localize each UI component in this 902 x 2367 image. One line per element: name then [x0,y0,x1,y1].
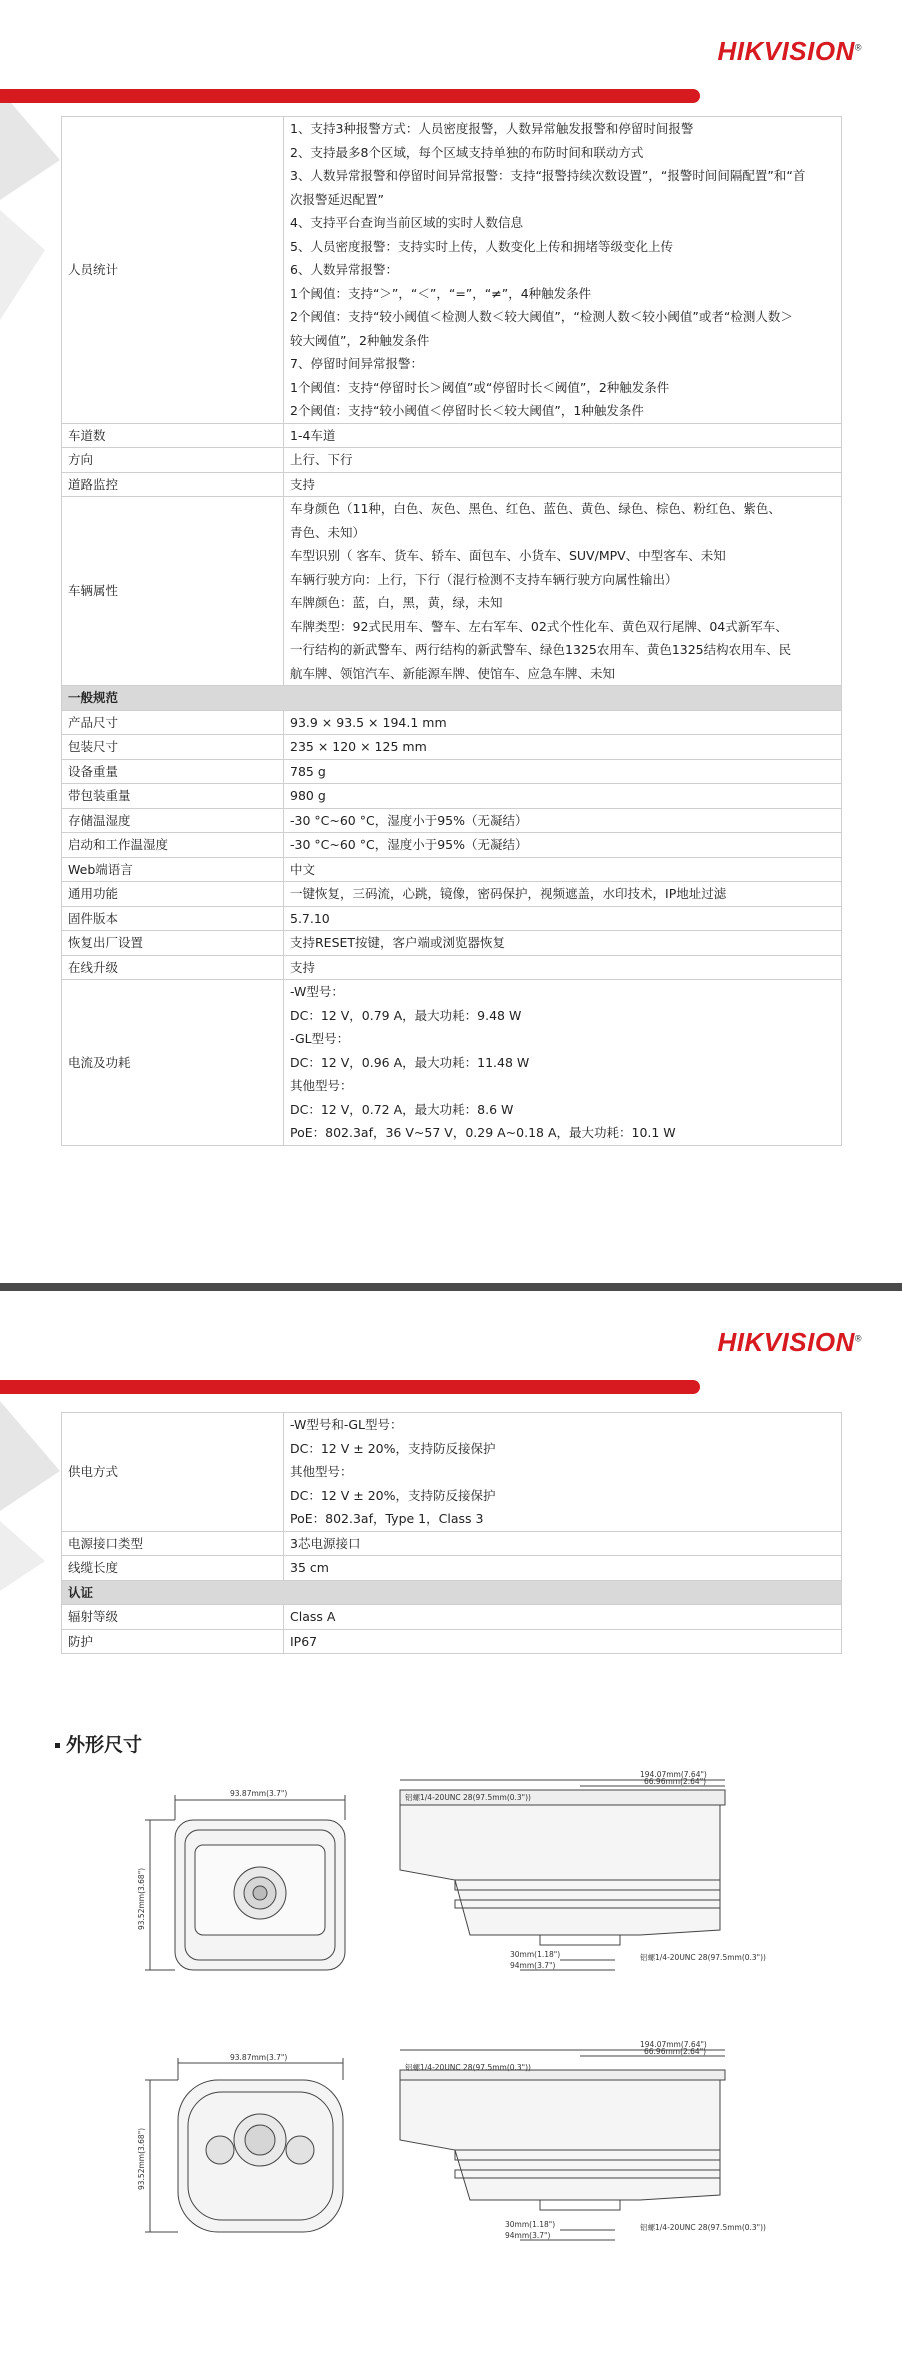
side-total-label: 194.07mm(7.64") [640,1770,707,1779]
spec-key: 方向 [62,448,284,473]
spec-value-line: 3、人数异常报警和停留时间异常报警：支持“报警持续次数设置”，“报警时间间隔配置”和“首 [290,168,806,183]
spec-value-line: 2、支持最多8个区域，每个区域支持单独的布防时间和联动方式 [290,144,644,160]
spec-value-line: 1个阈值：支持“＞”，“＜”，“=”，“≠”，4种触发条件 [290,285,592,301]
side-base-b-label: 94mm(3.7") [510,1961,556,1970]
spec-value-line: DC：12 V ± 20%，支持防反接保护 [290,1440,496,1456]
side-view-drawing-2 [400,2050,725,2240]
front-height-label: 93.52mm(3.68") [137,2127,146,2190]
screw-note-label: 铝螺1/4-20UNC 28(97.5mm(0.3")) [640,2223,766,2232]
side-top-label: 66.96mm(2.64") [644,2047,707,2056]
spec-value-line: 2个阈值：支持“较小阈值＜停留时长＜较大阈值”，1种触发条件 [290,403,644,418]
spec-value-line: 5.7.10 [290,910,330,926]
spec-value-line: 较大阈值”，2种触发条件 [290,332,430,348]
spec-value-line: 其他型号： [290,1464,353,1479]
front-width-label: 93.87mm(3.7") [230,1789,288,1798]
spec-value-line: 车牌颜色：蓝，白，黑，黄，绿，未知 [290,595,503,610]
spec-key: 带包装重量 [62,784,284,809]
spec-value-line: 980 g [290,788,326,803]
spec-value-line: 93.9 × 93.5 × 194.1 mm [290,714,447,730]
front-view-drawing-2 [145,2058,343,2232]
spec-value-line: 5、人员密度报警：支持实时上传，人数变化上传和拥堵等级变化上传 [290,238,673,254]
spec-value-line: 中文 [290,861,316,877]
spec-value-line: 上行、下行 [290,452,353,467]
spec-value-line: 35 cm [290,1560,329,1575]
spec-value-line: 1个阈值：支持“停留时长＞阈值”或“停留时长＜阈值”，2种触发条件 [290,379,670,395]
spec-value-line: 车辆行驶方向：上行，下行（混行检测不支持车辆行驶方向属性输出） [290,571,678,587]
side-base-b-label: 94mm(3.7") [505,2231,551,2240]
spec-key: 设备重量 [62,759,284,784]
spec-value-line: DC：12 V，0.96 A，最大功耗：11.48 W [290,1054,530,1070]
front-height-label: 93.52mm(3.68") [137,1867,146,1930]
screw-note-label: 铝螺1/4-20UNC 28(97.5mm(0.3")) [640,1953,766,1962]
spec-value-line: 车身颜色（11种，白色、灰色、黑色、红色、蓝色、黄色、绿色、棕色、粉红色、紫色、 [290,501,781,516]
spec-key: Web端语言 [62,857,284,882]
spec-value-line: -30 °C~60 °C，湿度小于95%（无凝结） [290,837,528,852]
dimensions-title: 外形尺寸 [55,1730,142,1757]
spec-value-line: 支持 [290,959,316,975]
spec-value-line: 一键恢复，三码流，心跳，镜像，密码保护，视频遮盖，水印技术，IP地址过滤 [290,886,727,901]
spec-key: 包装尺寸 [62,735,284,760]
spec-value-line: -GL型号： [290,1031,350,1046]
spec-key: 辐射等级 [62,1605,284,1630]
front-width-label: 93.87mm(3.7") [230,2053,288,2062]
screw-note-label: 铝螺1/4-20UNC 28(97.5mm(0.3")) [405,1793,531,1802]
spec-key: 线缆长度 [62,1556,284,1581]
spec-value-line: 6、人数异常报警： [290,262,398,277]
side-total-label: 194.07mm(7.64") [640,2040,707,2049]
spec-value-line: Class A [290,1609,336,1624]
spec-value-line: 7、停留时间异常报警： [290,356,423,371]
spec-value-line: 1、支持3种报警方式：人员密度报警，人数异常触发报警和停留时间报警 [290,121,694,136]
spec-value-line: 785 g [290,763,326,779]
spec-value-line: 2个阈值：支持“较小阈值＜检测人数＜较大阈值”，“检测人数＜较小阈值”或者“检测人数＞ [290,309,793,324]
side-top-label: 66.96mm(2.64") [644,1777,707,1786]
spec-value-line: DC：12 V，0.72 A，最大功耗：8.6 W [290,1101,514,1117]
spec-value-line: -30 °C~60 °C，湿度小于95%（无凝结） [290,812,528,828]
side-base-a-label: 30mm(1.18") [505,2220,556,2229]
spec-value-line: 其他型号： [290,1078,353,1093]
spec-value-line: 次报警延迟配置” [290,191,384,207]
spec-key: 启动和工作温湿度 [62,833,284,858]
brand-logo: HIKVISION® [717,36,862,66]
spec-value-line: IP67 [290,1633,318,1649]
spec-value-line: 一行结构的新武警车、两行结构的新武警车、绿色1325农用车、黄色1325结构农用车、民 [290,642,792,657]
spec-value-line: PoE：802.3af，36 V~57 V，0.29 A~0.18 A，最大功耗：10.1 W [290,1125,676,1140]
spec-value-line: DC：12 V，0.79 A，最大功耗：9.48 W [290,1007,522,1023]
spec-value-line: 1-4车道 [290,427,336,443]
spec-key: 车道数 [62,423,284,448]
spec-key: 电源接口类型 [62,1531,284,1556]
spec-value-line: DC：12 V ± 20%，支持防反接保护 [290,1487,496,1503]
side-base-a-label: 30mm(1.18") [510,1950,561,1959]
spec-value-line: 4、支持平台查询当前区域的实时人数信息 [290,215,523,230]
spec-value-line: 青色、未知） [290,524,366,540]
spec-key: 产品尺寸 [62,710,284,735]
spec-value-line: 3芯电源接口 [290,1535,361,1551]
spec-key: 在线升级 [62,955,284,980]
spec-key: 恢复出厂设置 [62,931,284,956]
spec-value-line: PoE：802.3af，Type 1，Class 3 [290,1511,484,1526]
screw-note-label: 铝螺1/4-20UNC 28(97.5mm(0.3")) [405,2063,531,2072]
spec-key: 人员统计 [62,117,284,424]
spec-key: 供电方式 [62,1413,284,1532]
spec-value-line: 车型识别（ 客车、货车、轿车、面包车、小货车、SUV/MPV、中型客车、未知 [290,548,726,563]
spec-key: 通用功能 [62,882,284,907]
spec-value-line: 车牌类型：92式民用车、警车、左右军车、02式个性化车、黄色双行尾牌、04式新军车、 [290,618,788,634]
spec-value-line: 航车牌、领馆汽车、新能源车牌、使馆车、应急车牌、未知 [290,665,616,681]
spec-key: 固件版本 [62,906,284,931]
brand-logo: HIKVISION® [717,1327,862,1357]
spec-key: 电流及功耗 [62,980,284,1146]
spec-value-line: 支持RESET按键，客户端或浏览器恢复 [290,935,506,950]
spec-value-line: -W型号： [290,984,344,999]
spec-key: 防护 [62,1629,284,1654]
spec-value-line: 支持 [290,476,316,492]
side-view-drawing-1 [400,1780,725,1970]
spec-value-line: 235 × 120 × 125 mm [290,739,427,754]
spec-key: 道路监控 [62,472,284,497]
section-header: 一般规范 [62,686,842,711]
section-header: 认证 [62,1580,842,1605]
spec-key: 存储温湿度 [62,808,284,833]
spec-key: 车辆属性 [62,497,284,686]
front-view-drawing-1 [145,1795,345,1970]
spec-value-line: -W型号和-GL型号： [290,1417,403,1432]
